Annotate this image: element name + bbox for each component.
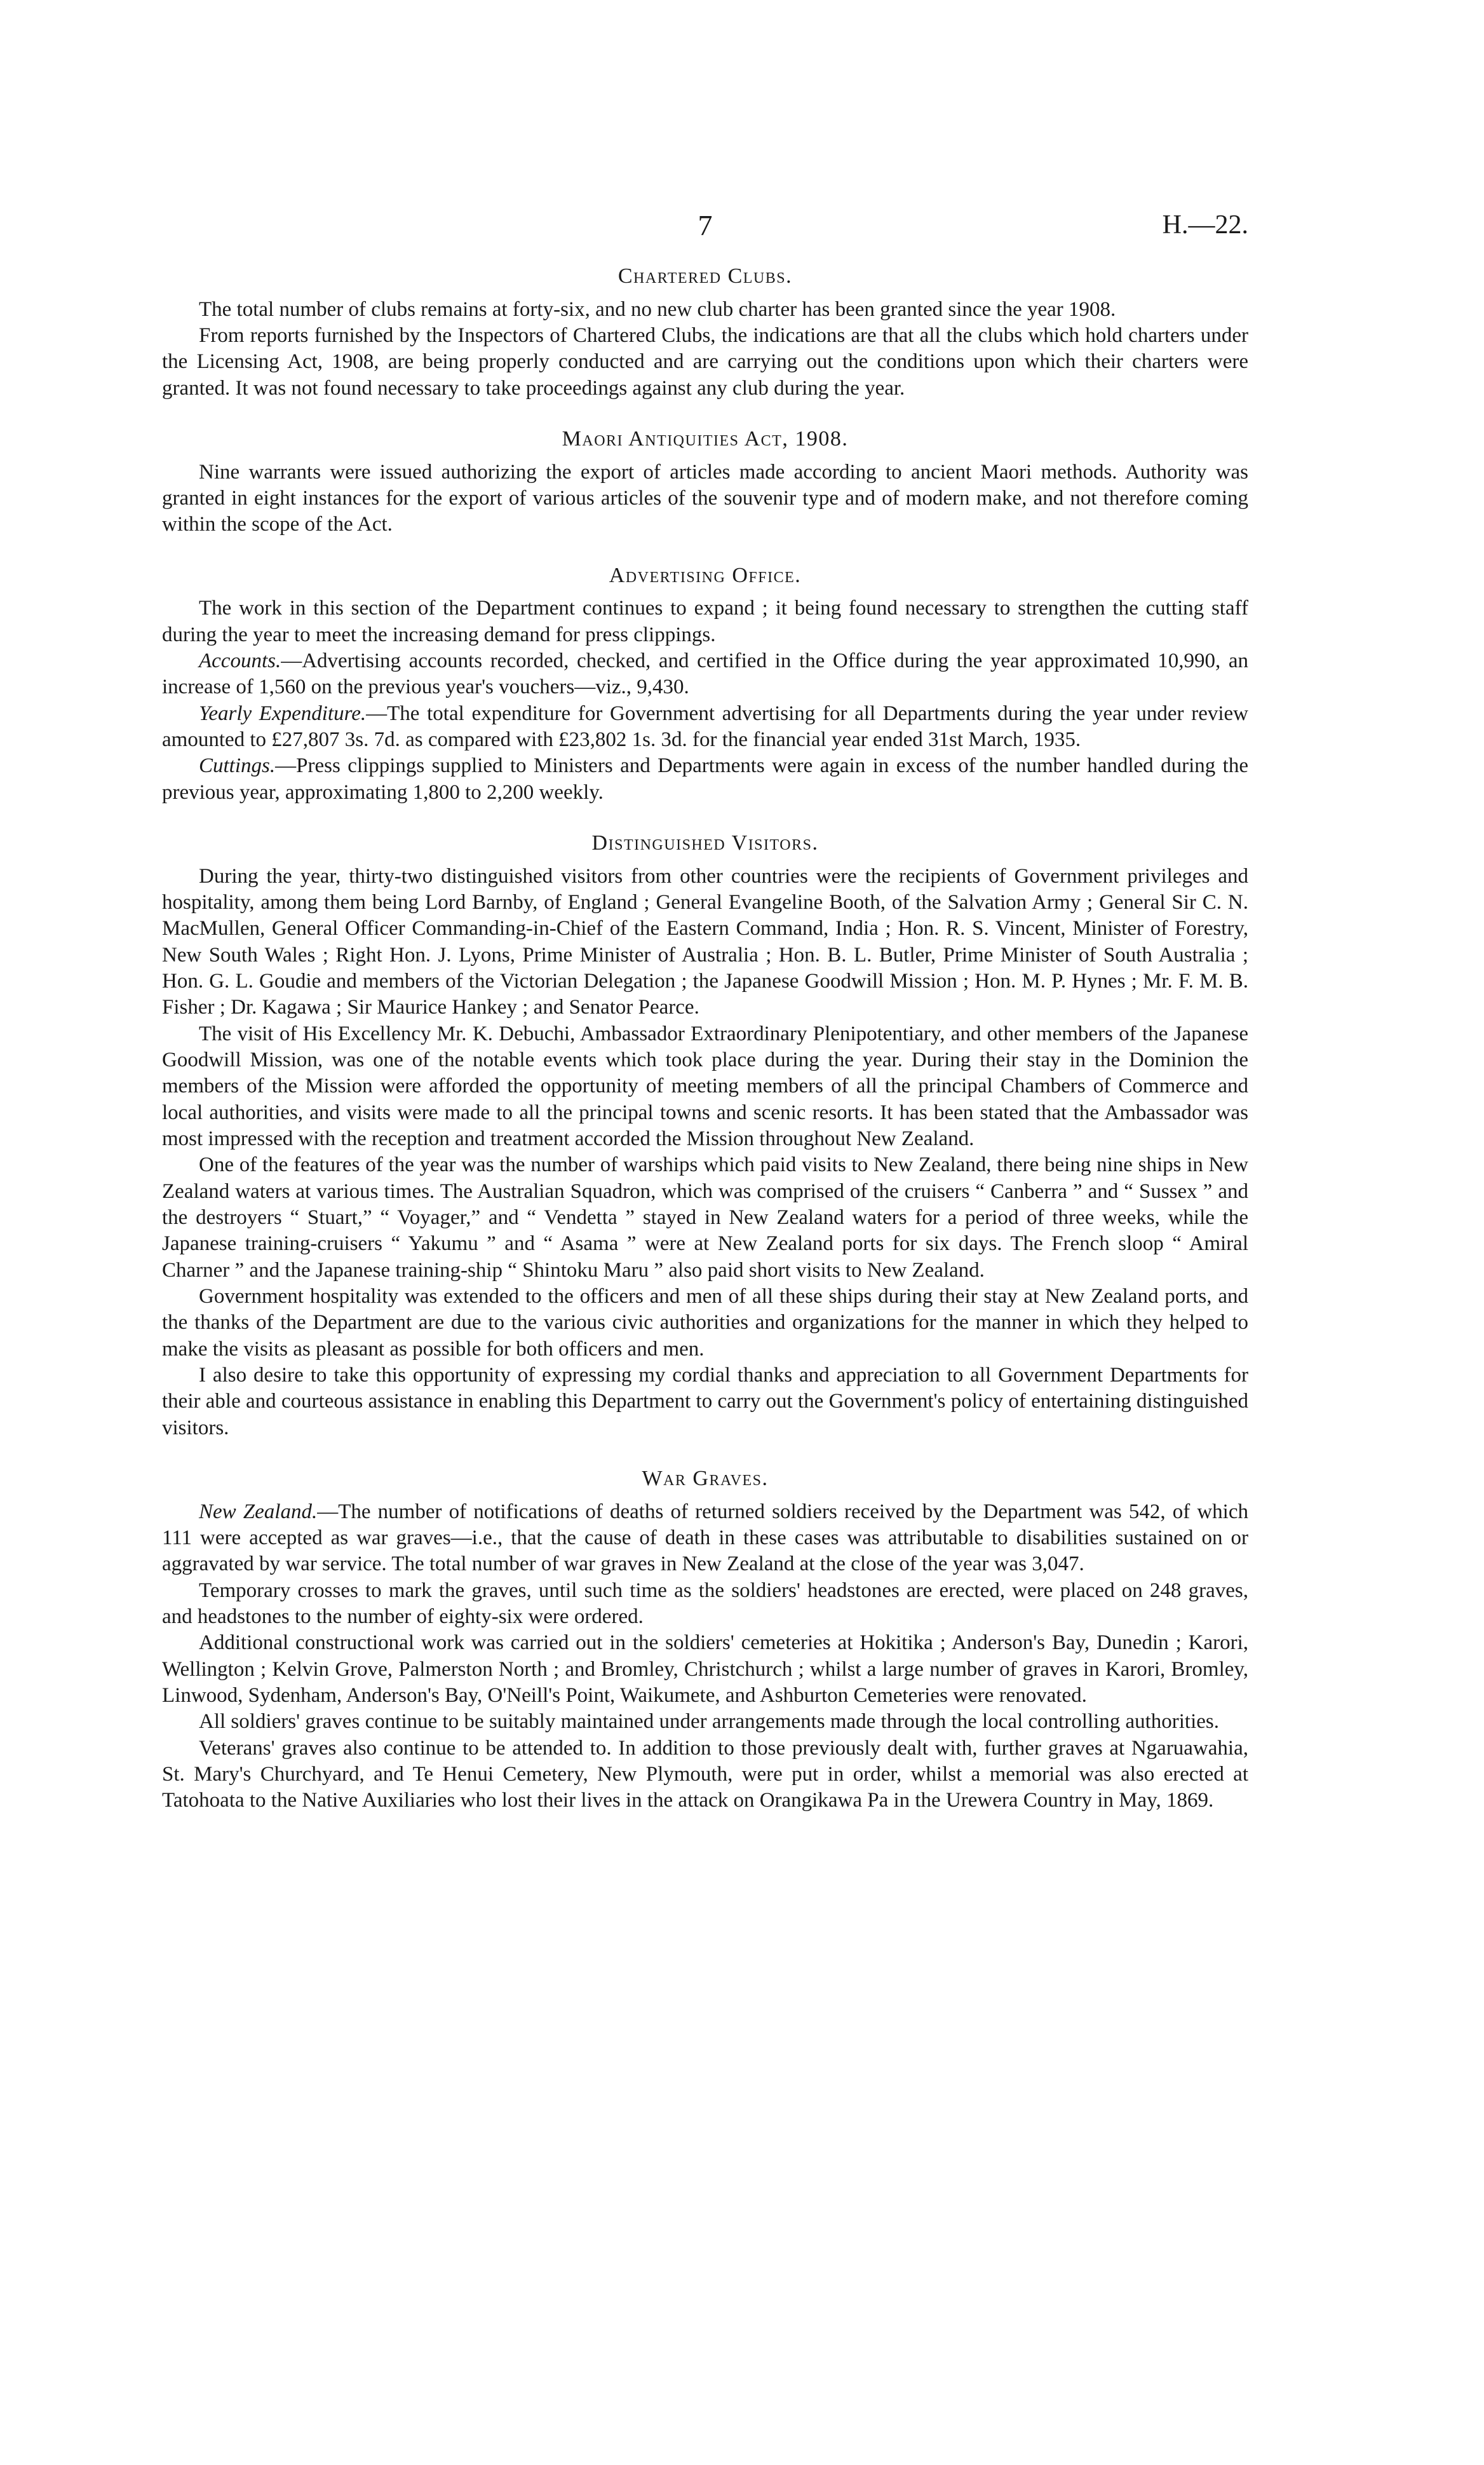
section-heading: Chartered Clubs. (617, 264, 793, 288)
paragraph-text: —The total expenditure for Government advertising for all Departments during the year under review amounted to £27,807 3s. 7d. as compared with £23,802 1s. 3d. for the financial year ended 31st March, 1935. (162, 702, 1248, 751)
document-reference: H.—22. (1162, 210, 1248, 240)
paragraph (162, 1362, 1248, 1441)
paragraph-text: Nine warrants were issued authorizing the export of articles made according to ancient Maori methods. Authority was granted in eight instances for the export of various articles of the souvenir type and of modern make, and not therefore coming within the scope of the Act. (162, 460, 1248, 536)
section (162, 426, 1248, 538)
paragraph (162, 1499, 1248, 1578)
paragraph (162, 459, 1248, 538)
paragraph-run-in-heading: Yearly Expenditure. (199, 702, 367, 725)
section (162, 562, 1248, 806)
paragraph-text: From reports furnished by the Inspectors of Chartered Clubs, the indications are that all the clubs which hold charters under the Licensing Act, 1908, are being properly conducted and are carrying out the conditions upon which their charters were granted. It was not found necessary to take proceedings against any club during the year. (162, 323, 1248, 400)
paragraph (162, 1630, 1248, 1709)
paragraph (162, 323, 1248, 402)
paragraph (162, 1021, 1248, 1153)
paragraph-text: Government hospitality was extended to the officers and men of all these ships during their stay at New Zealand ports, and the thanks of the Department are due to the various civic authorities and organizations for the manner in which they helped to make the visits as pleasant as possible for both officers and men. (162, 1285, 1248, 1361)
document-page (162, 202, 1248, 1814)
paragraph-text: I also desire to take this opportunity of expressing my cordial thanks and appreciation to all Government Departments for their able and courteous assistance in enabling this Department to carry out the Government's policy of entertaining distinguished visitors. (162, 1364, 1248, 1439)
paragraph-text: Additional constructional work was carried out in the soldiers' cemeteries at Hokitika ; Anderson's Bay, Dunedin ; Karori, Wellington ; Kelvin Grove, Palmerston North ; and Bromley, Christchurch ; whilst a large number of graves in Karori, Bromley, Linwood, Sydenham, Anderson's Bay, O'Neill's Point, Waikumete, and Ashburton Cemeteries were renovated. (162, 1631, 1248, 1708)
section (162, 1465, 1248, 1814)
paragraph (162, 753, 1248, 806)
section-heading: War Graves. (642, 1467, 769, 1491)
paragraph-text: The total number of clubs remains at forty-six, and no new club charter has been granted since the year 1908. (199, 297, 1116, 321)
section-heading: Maori Antiquities Act, 1908. (562, 426, 849, 451)
paragraph (162, 864, 1248, 1021)
paragraph-text: Veterans' graves also continue to be attended to. In addition to those previously dealt with, further graves at Ngaruawahia, St. Mary's Churchyard, and Te Henui Cemetery, New Plymouth, were put in order, whilst a memorial was also erected at Tatohoata to the Native Auxiliaries who lost their lives in the attack on Orangikawa Pa in the Urewera Country in May, 1869. (162, 1736, 1248, 1812)
section (162, 830, 1248, 1441)
paragraph (162, 1709, 1248, 1735)
section (162, 263, 1248, 402)
paragraph-text: —The number of notifications of deaths of returned soldiers received by the Department was 542, of which 111 were accepted as war graves—i.e., that the cause of death in these cases was attributable to disabilities sustained on or aggravated by war service. The total number of war graves in New Zealand at the close of the year was 3,047. (162, 1500, 1248, 1576)
paragraph (162, 1284, 1248, 1362)
paragraph-text: All soldiers' graves continue to be suitably maintained under arrangements made through the local controlling authorities. (199, 1710, 1220, 1734)
paragraph-text: The visit of His Excellency Mr. K. Debuchi, Ambassador Extraordinary Plenipotentiary, and other members of the Japanese Goodwill Mission, was one of the notable events which took place during the year. During their stay in the Dominion the members of the Mission were afforded the opportunity of meeting members of all the principal Chambers of Commerce and local authorities, and visits were made to all the principal towns and scenic resorts. It has been stated that the Ambassador was most impressed with the reception and treatment accorded the Mission throughout New Zealand. (162, 1022, 1248, 1150)
paragraph-text: The work in this section of the Department continues to expand ; it being found necessary to strengthen the cutting staff during the year to meet the increasing demand for press clippings. (162, 597, 1248, 646)
paragraph (162, 701, 1248, 754)
paragraph (162, 1152, 1248, 1284)
paragraph-run-in-heading: Cuttings. (199, 754, 276, 778)
page-header (162, 202, 1248, 241)
section-heading: Advertising Office. (609, 563, 802, 587)
document-body (162, 263, 1248, 1814)
paragraph-text: —Press clippings supplied to Ministers and Departments were again in excess of the number handled during the previous year, approximating 1,800 to 2,200 weekly. (162, 754, 1248, 804)
paragraph-text: Temporary crosses to mark the graves, until such time as the soldiers' headstones are erected, were placed on 248 graves, and headstones to the number of eighty-six were ordered. (162, 1579, 1248, 1629)
paragraph-text: During the year, thirty-two distinguished visitors from other countries were the recipients of Government privileges and hospitality, among them being Lord Barnby, of England ; General Evangeline Booth, of the Salvation Army ; General Sir C. N. MacMullen, General Officer Commanding-in-Chief of the Eastern Command, India ; Hon. R. S. Vincent, Minister of Forestry, New South Wales ; Right Hon. J. Lyons, Prime Minister of Australia ; Hon. B. L. Butler, Prime Minister of South Australia ; Hon. G. L. Goudie and members of the Victorian Delegation ; the Japanese Goodwill Mission ; Hon. M. P. Hynes ; Mr. F. M. B. Fisher ; Dr. Kagawa ; Sir Maurice Hankey ; and Senator Pearce. (162, 864, 1248, 1019)
paragraph-text: One of the features of the year was the number of warships which paid visits to New Zealand, there being nine ships in New Zealand waters at various times. The Australian Squadron, which was comprised of the cruisers “ Canberra ” and “ Sussex ” and the destroyers “ Stuart,” “ Voyager,” and “ Vendetta ” stayed in New Zealand waters for a period of three weeks, while the Japanese training-cruisers “ Yakumu ” and “ Asama ” were at New Zealand ports for six days. The French sloop “ Amiral Charner ” and the Japanese training-ship “ Shintoku Maru ” also paid short visits to New Zealand. (162, 1153, 1248, 1282)
page-number: 7 (698, 209, 713, 241)
section-heading: Distinguished Visitors. (591, 831, 819, 855)
paragraph (162, 648, 1248, 701)
paragraph (162, 1578, 1248, 1631)
paragraph (162, 297, 1248, 323)
paragraph-text: —Advertising accounts recorded, checked, and certified in the Office during the year approximated 10,990, an increase of 1,560 on the previous year's vouchers—viz., 9,430. (162, 649, 1248, 699)
paragraph (162, 1735, 1248, 1814)
paragraph-run-in-heading: Accounts. (199, 649, 281, 672)
paragraph (162, 595, 1248, 648)
paragraph-run-in-heading: New Zealand. (199, 1500, 318, 1523)
